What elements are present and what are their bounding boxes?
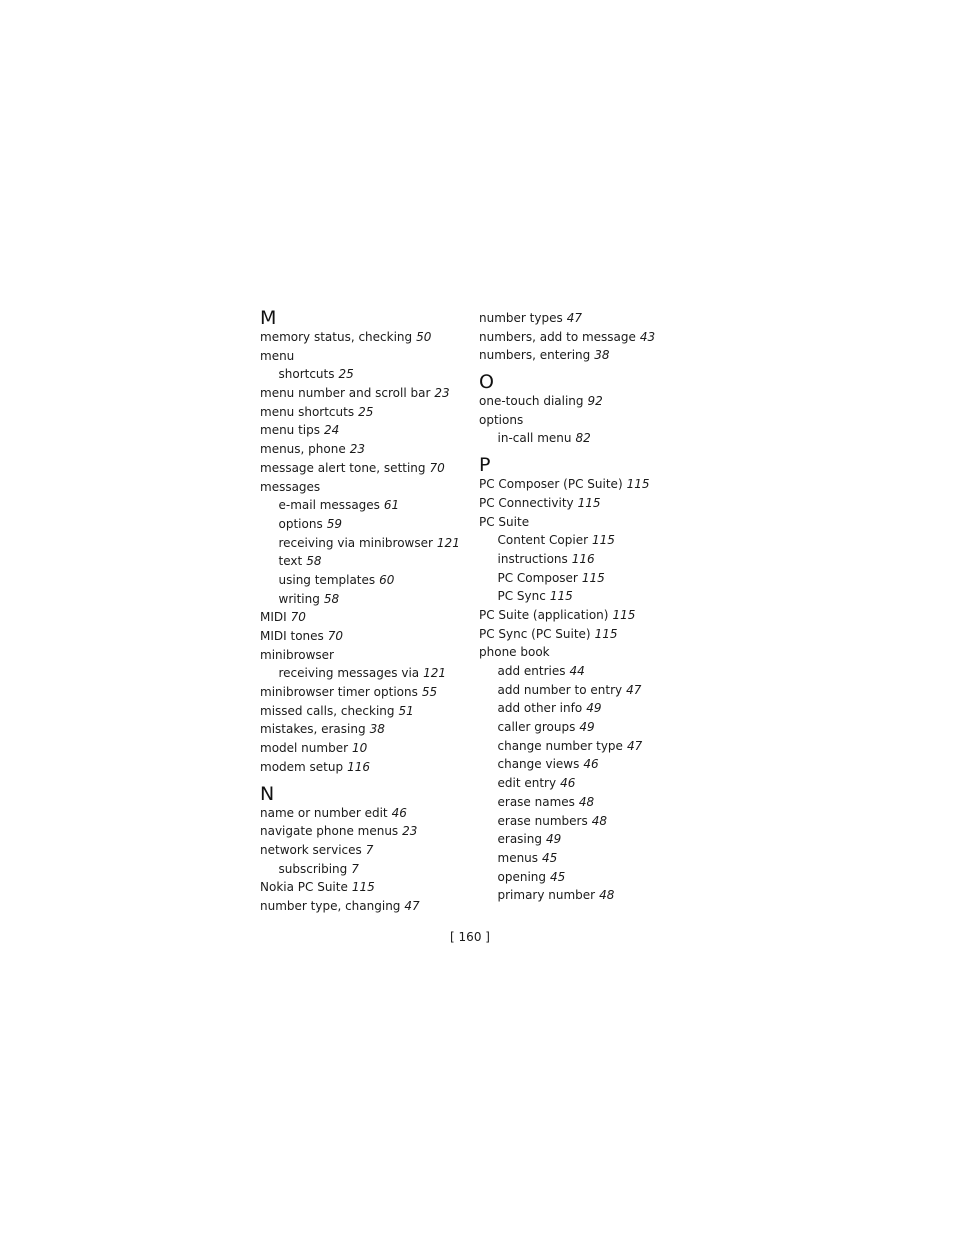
index-entry [260, 702, 470, 721]
index-term: e-mail messages [278, 498, 380, 513]
index-term: numbers, add to message [479, 329, 636, 344]
index-subentry [260, 664, 470, 683]
index-page-ref: 115 [351, 880, 375, 895]
index-page-ref: 115 [594, 626, 618, 641]
index-entry [260, 878, 470, 897]
index-term: navigate phone menus [260, 824, 399, 839]
index-page-ref: 47 [566, 311, 582, 325]
index-page-ref: 115 [577, 495, 601, 510]
index-term: one-touch dialing [479, 394, 584, 409]
index-term: receiving via minibrowser [278, 535, 433, 550]
index-term: change views [497, 757, 580, 772]
index-entry [260, 459, 470, 478]
index-page-ref: 50 [416, 330, 432, 344]
index-term: opening [497, 869, 547, 884]
index-term: PC Suite [479, 514, 530, 529]
index-entry [479, 494, 689, 513]
index-term: PC Suite (application) [479, 607, 609, 622]
index-entry [260, 421, 470, 440]
index-entry [479, 513, 689, 532]
index-entry [479, 475, 689, 494]
index-term: name or number edit [260, 805, 388, 820]
index-subentry [479, 812, 689, 831]
index-page-ref: 49 [579, 720, 595, 735]
index-term: Nokia PC Suite [260, 880, 348, 895]
index-subentry [260, 860, 470, 879]
index-term: instructions [497, 551, 568, 566]
index-page-ref: 115 [549, 589, 573, 604]
index-page-ref: 116 [347, 759, 371, 774]
index-page-ref: 44 [569, 664, 585, 678]
index-subentry [260, 590, 470, 609]
index-page-ref: 116 [571, 551, 595, 566]
index-term: add entries [497, 664, 566, 678]
index-subentry [260, 496, 470, 515]
index-subentry [479, 774, 689, 793]
index-page-ref: 115 [592, 533, 615, 548]
index-term: using templates [278, 572, 376, 587]
index-page-ref: 48 [599, 888, 615, 903]
index-page-ref: 23 [349, 442, 365, 457]
index-entry [260, 403, 470, 422]
index-term: MIDI [260, 610, 287, 625]
index-term: network services [260, 842, 362, 857]
index-page-ref: 51 [398, 703, 414, 718]
index-page-ref: 58 [323, 591, 340, 606]
index-page-ref: 49 [545, 832, 562, 847]
index-term: PC Composer [497, 570, 578, 585]
index-term: MIDI tones [260, 629, 324, 643]
index-subentry [479, 531, 689, 550]
section-heading-m: M [260, 307, 277, 329]
index-entry [260, 720, 470, 739]
index-page-ref: 10 [352, 741, 368, 756]
index-subentry [479, 429, 689, 448]
index-page-ref: 70 [327, 629, 344, 643]
index-page-ref: 38 [594, 348, 610, 363]
index-entry [260, 897, 470, 916]
index-entry [479, 309, 689, 328]
index-entry [479, 328, 689, 347]
section-heading-o: O [479, 371, 494, 394]
index-entry [260, 841, 470, 860]
index-term: shortcuts [278, 367, 335, 382]
index-page-ref: 7 [351, 861, 359, 876]
index-page-ref: 60 [379, 572, 395, 587]
index-term: message alert tone, setting [260, 460, 426, 475]
index-term: in-call menu [497, 431, 572, 446]
index-term: menu tips [260, 423, 321, 438]
index-entry [479, 346, 689, 365]
index-term: change number type [497, 738, 623, 753]
index-entry [260, 683, 470, 702]
index-term: PC Composer (PC Suite) [479, 477, 623, 492]
index-subentry [260, 571, 470, 590]
index-page-ref: 115 [581, 570, 605, 585]
index-page-ref: 70 [429, 460, 445, 475]
index-term: PC Sync (PC Suite) [479, 626, 591, 641]
index-term: writing [278, 591, 320, 606]
index-term: primary number [497, 888, 596, 903]
index-entry [479, 643, 689, 662]
index-term: receiving messages via [278, 666, 420, 681]
index-page-ref: 38 [369, 722, 385, 737]
index-term: PC Connectivity [479, 495, 574, 510]
index-page-ref: 25 [358, 404, 374, 419]
index-term: erase numbers [497, 813, 588, 828]
index-column-left [260, 309, 470, 916]
index-page-ref: 115 [626, 477, 650, 492]
index-term: modem setup [260, 759, 344, 774]
index-subentry [479, 699, 689, 718]
index-subentry [479, 886, 689, 905]
index-entry [260, 627, 470, 646]
index-page-ref: 25 [338, 367, 354, 382]
index-entry [479, 392, 689, 411]
index-page-ref: 45 [550, 869, 566, 884]
section-gap [479, 365, 689, 373]
index-entry [260, 646, 470, 665]
index-term: mistakes, erasing [260, 722, 366, 737]
index-subentry [479, 681, 689, 700]
index-subentry [260, 534, 470, 553]
index-page-ref: 46 [560, 776, 576, 791]
index-page-ref: 48 [591, 813, 607, 828]
index-entry [479, 625, 689, 644]
index-term: options [278, 516, 323, 531]
index-page-ref: 47 [626, 738, 643, 753]
index-term: missed calls, checking [260, 703, 395, 718]
index-subentry [260, 515, 470, 534]
index-term: messages [260, 479, 321, 494]
index-subentry [479, 849, 689, 868]
index-page-ref: 92 [587, 394, 603, 409]
index-subentry [479, 755, 689, 774]
index-page-ref: 43 [639, 329, 656, 344]
section-heading-n: N [260, 782, 275, 805]
section-heading-p: P [479, 454, 491, 477]
index-page-ref: 23 [434, 386, 450, 401]
index-page-ref: 121 [423, 666, 447, 681]
index-subentry [479, 793, 689, 812]
index-page-ref: 115 [612, 607, 636, 622]
index-page-ref: 46 [391, 805, 407, 820]
index-page-ref: 61 [383, 498, 400, 513]
index-term: menu number and scroll bar [260, 386, 431, 401]
index-subentry [479, 737, 689, 756]
index-page-ref: 59 [326, 516, 342, 531]
index-subentry [479, 718, 689, 737]
index-term: caller groups [497, 720, 576, 735]
index-term: options [479, 412, 524, 427]
index-term: memory status, checking [260, 330, 413, 344]
index-term: minibrowser timer options [260, 685, 418, 700]
index-term: model number [260, 741, 349, 756]
index-term: number type, changing [260, 898, 401, 913]
index-term: Content Copier [497, 533, 589, 548]
index-subentry [479, 569, 689, 588]
index-page-ref: 24 [324, 423, 340, 438]
index-page-ref: 47 [626, 682, 642, 697]
index-subentry [479, 550, 689, 569]
index-term: menus, phone [260, 442, 346, 457]
index-term: subscribing [278, 861, 348, 876]
index-entry [260, 384, 470, 403]
index-entry [260, 739, 470, 758]
index-page-ref: 48 [578, 794, 595, 809]
index-term: add number to entry [497, 682, 623, 697]
index-term: minibrowser [260, 647, 334, 662]
index-page-ref: 7 [365, 842, 374, 857]
index-page-ref: 121 [436, 535, 460, 550]
page-number: [ 160 ] [450, 930, 490, 944]
section-gap [260, 777, 470, 785]
index-entry [260, 804, 470, 823]
index-page-ref: 49 [586, 701, 602, 716]
index-term: edit entry [497, 776, 557, 791]
index-term: menu shortcuts [260, 404, 355, 419]
index-page-ref: 23 [402, 824, 418, 839]
index-column-right [479, 309, 689, 905]
index-term: phone book [479, 645, 550, 660]
index-entry [260, 608, 470, 627]
index-subentry [479, 868, 689, 887]
index-entry [260, 478, 470, 497]
index-entry [260, 822, 470, 841]
index-entry [479, 606, 689, 625]
index-page-ref: 45 [542, 850, 558, 865]
index-page-ref: 46 [583, 757, 599, 772]
index-subentry [479, 662, 689, 681]
index-subentry [479, 587, 689, 606]
section-gap [479, 448, 689, 456]
index-page-ref: 58 [306, 554, 322, 569]
index-subentry [260, 552, 470, 571]
index-page-ref: 55 [421, 685, 438, 700]
index-term: text [278, 554, 303, 569]
index-term: PC Sync [497, 589, 546, 604]
index-entry [260, 328, 470, 347]
index-entry [260, 758, 470, 777]
index-term: numbers, entering [479, 348, 591, 363]
index-term: menus [497, 850, 539, 865]
index-subentry [479, 830, 689, 849]
index-term: add other info [497, 701, 583, 716]
index-term: number types [479, 311, 563, 325]
index-subentry [260, 365, 470, 384]
index-entry [479, 411, 689, 430]
index-page-ref: 47 [404, 898, 420, 913]
index-term: menu [260, 348, 295, 363]
index-entry [260, 347, 470, 366]
index-page-ref: 70 [290, 610, 306, 625]
index-entry [260, 440, 470, 459]
index-term: erasing [497, 832, 542, 847]
index-page-ref: 82 [575, 431, 591, 446]
index-term: erase names [497, 794, 575, 809]
